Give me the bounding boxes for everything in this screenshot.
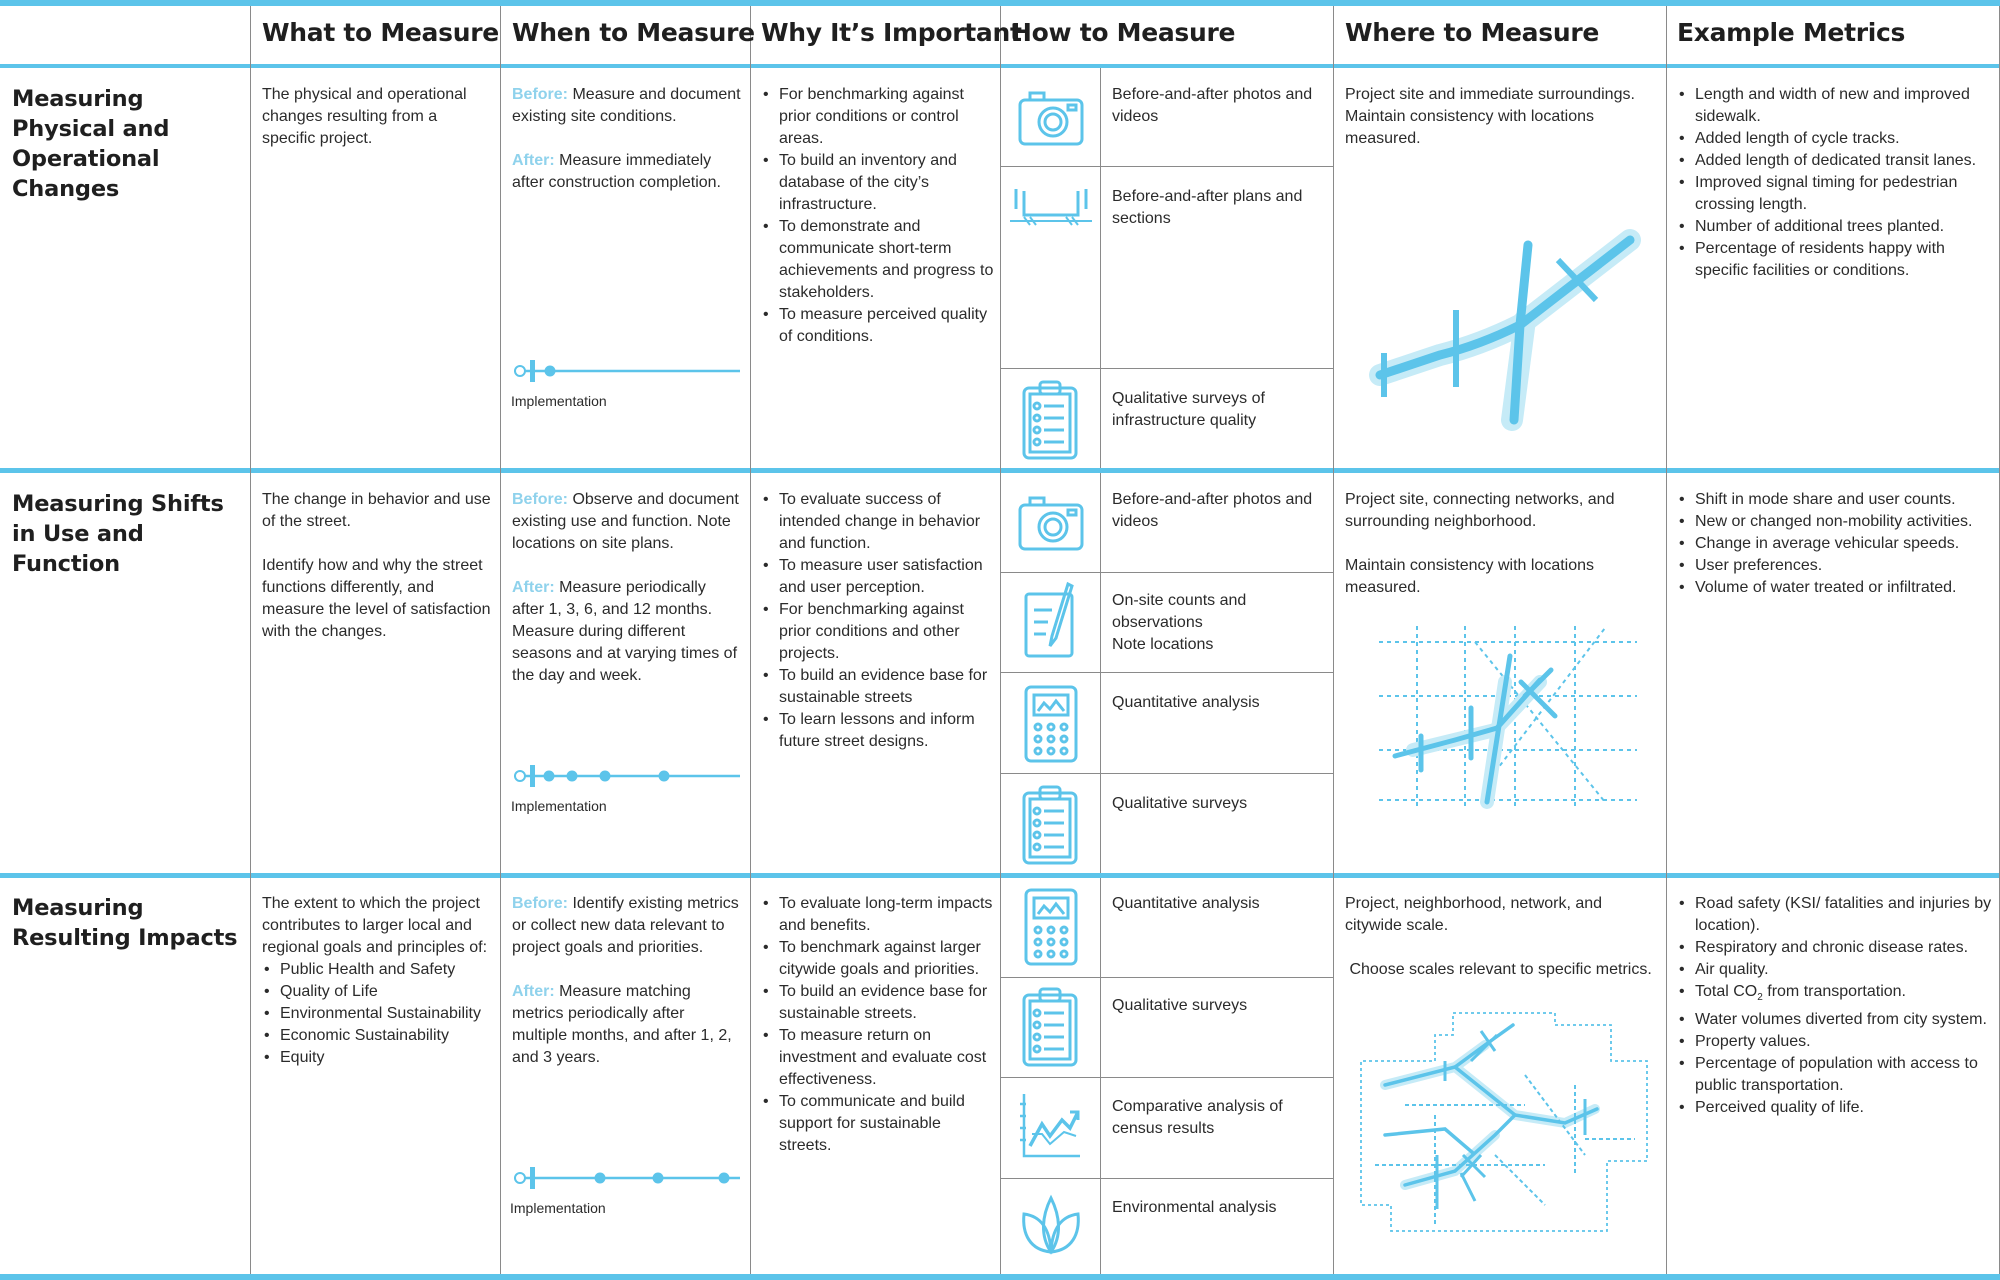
list-item: • Air quality. — [1677, 959, 1995, 981]
col-divider — [750, 6, 751, 1274]
how-row-separator — [1000, 773, 1333, 774]
where-paragraph: Choose scales relevant to specific metrics. — [1345, 961, 1652, 978]
how-row-separator — [1000, 368, 1333, 369]
where-paragraph: Project, neighborhood, network, and citywide scale. — [1345, 895, 1603, 934]
what-text: The physical and operational changes resulting from a specific project. — [262, 86, 467, 147]
how-icon-divider — [1100, 473, 1101, 873]
implementation-timeline — [510, 763, 742, 789]
camera-icon — [1016, 88, 1086, 148]
list-item: • Quality of Life — [262, 981, 494, 1003]
row-title: Measuring Shifts in Use and Function — [12, 491, 224, 577]
what-paragraph: The extent to which the project contributes to larger local and regional goals and principles of: — [262, 895, 488, 956]
after-text: Measure matching metrics periodically after multiple months, and after 1, 2, and 3 years. — [512, 983, 732, 1066]
list-item: • To demonstrate and communicate short-term achievements and progress to stakeholders. — [761, 216, 995, 304]
list-item: • Respiratory and chronic disease rates. — [1677, 937, 1995, 959]
bottom-rule — [0, 1274, 2000, 1280]
list-item: • Length and width of new and improved sidewalk. — [1677, 84, 1995, 128]
street-segment-map — [1360, 225, 1650, 435]
before-text: Observe and document existing use and function. Note locations on site plans. — [512, 491, 739, 552]
co2-subscript: 2 — [1757, 992, 1763, 1004]
camera-icon — [1016, 493, 1086, 553]
after-label: After: — [512, 579, 555, 596]
list-item: • Change in average vehicular speeds. — [1677, 533, 1995, 555]
metrics-list — [1677, 84, 1995, 282]
where-text: Project site and immediate surroundings. Maintain consistency with locations measured. — [1345, 86, 1635, 147]
when-text — [512, 893, 742, 1069]
col-divider — [1333, 6, 1334, 1274]
list-item: • Added length of dedicated transit lanes. — [1677, 150, 1995, 172]
network-grid-map — [1375, 622, 1645, 812]
header-how: How to Measure — [1011, 18, 1236, 47]
where-text — [1345, 489, 1657, 599]
list-item: • Added length of cycle tracks. — [1677, 128, 1995, 150]
how-text: Qualitative surveys of infrastructure quality — [1112, 390, 1265, 429]
co2-prefix: Total CO — [1695, 983, 1758, 1000]
how-row-separator — [1000, 166, 1333, 167]
list-item: • To evaluate success of intended change in behavior and function. — [761, 489, 995, 555]
clipboard-icon — [1020, 987, 1080, 1067]
clipboard-icon — [1020, 380, 1080, 460]
list-item: • Improved signal timing for pedestrian crossing length. — [1677, 172, 1995, 216]
list-item: • Environmental Sustainability — [262, 1003, 494, 1025]
before-text: Identify existing metrics or collect new data relevant to project goals and priorities. — [512, 895, 739, 956]
metrics-list — [1677, 893, 1995, 1119]
list-item: • To build an evidence base for sustainable streets. — [761, 981, 995, 1025]
list-item: • Shift in mode share and user counts. — [1677, 489, 1995, 511]
how-row-separator — [1000, 1178, 1333, 1179]
what-text — [262, 893, 494, 1069]
why-list — [761, 489, 995, 753]
list-item: • To measure user satisfaction and user perception. — [761, 555, 995, 599]
list-item: • Number of additional trees planted. — [1677, 216, 1995, 238]
implementation-label: Implementation — [510, 1200, 606, 1216]
header-what: What to Measure — [262, 18, 499, 47]
list-item: • To measure return on investment and evaluate cost effectiveness. — [761, 1025, 995, 1091]
list-item: • Percentage of population with access to public transportation. — [1677, 1053, 1995, 1097]
implementation-timeline — [510, 1165, 742, 1191]
calculator-icon — [1022, 886, 1080, 968]
list-item: • To communicate and build support for sustainable streets. — [761, 1091, 995, 1157]
list-item: • Water volumes diverted from city system. — [1677, 1009, 1995, 1031]
where-paragraph: Maintain consistency with locations measured. — [1345, 557, 1595, 596]
list-item: • To learn lessons and inform future street designs. — [761, 709, 995, 753]
row-title: Measuring Resulting Impacts — [12, 895, 238, 951]
how-text: Comparative analysis of census results — [1112, 1098, 1283, 1137]
where-paragraph: Project site, connecting networks, and surrounding neighborhood. — [1345, 491, 1615, 530]
list-item: • For benchmarking against prior conditions or control areas. — [761, 84, 995, 150]
why-list — [761, 893, 995, 1157]
what-text — [262, 489, 494, 643]
before-label: Before: — [512, 491, 569, 508]
leaf-icon — [1018, 1192, 1084, 1258]
header-why: Why It’s Important — [761, 18, 1022, 47]
clipboard-icon — [1020, 785, 1080, 865]
list-item: • To build an inventory and database of the city’s infrastructure. — [761, 150, 995, 216]
list-item: • Equity — [262, 1047, 494, 1069]
how-icon-divider — [1100, 68, 1101, 468]
list-item: • Volume of water treated or infiltrated. — [1677, 577, 1995, 599]
when-text — [512, 84, 742, 194]
list-item: • To measure perceived quality of conditions. — [761, 304, 995, 348]
header-metrics: Example Metrics — [1677, 18, 1906, 47]
before-label: Before: — [512, 895, 569, 912]
after-label: After: — [512, 152, 555, 169]
where-text — [1345, 893, 1657, 981]
implementation-label: Implementation — [511, 798, 607, 814]
what-paragraph: Identify how and why the street functions differently, and measure the level of satisfaction with the changes. — [262, 557, 491, 640]
how-text: Before-and-after photos and videos — [1112, 491, 1313, 530]
how-text: Qualitative surveys — [1112, 795, 1248, 812]
col-divider — [1000, 6, 1001, 1274]
after-text: Measure periodically after 1, 3, 6, and 12 months. Measure during different seasons and at varying times of the day and week. — [512, 579, 738, 684]
implementation-label: Implementation — [511, 393, 607, 409]
how-row-separator — [1000, 1077, 1333, 1078]
why-list — [761, 84, 995, 348]
line-chart-icon — [1018, 1090, 1084, 1162]
col-divider — [250, 6, 251, 1274]
list-item: • Property values. — [1677, 1031, 1995, 1053]
how-text: On-site counts and observations Note locations — [1112, 592, 1247, 653]
how-row-separator — [1000, 977, 1333, 978]
how-icon-divider — [1100, 878, 1101, 1274]
implementation-timeline — [510, 358, 742, 384]
how-text: Before-and-after plans and sections — [1112, 188, 1303, 227]
before-label: Before: — [512, 86, 569, 103]
metrics-list — [1677, 489, 1995, 599]
after-label: After: — [512, 983, 555, 1000]
co2-suffix: from transportation. — [1762, 983, 1906, 1000]
list-item: • New or changed non-mobility activities. — [1677, 511, 1995, 533]
notepad-pen-icon — [1022, 580, 1078, 660]
before-text: Measure and document existing site conditions. — [512, 86, 741, 125]
row-title: Measuring Physical and Operational Changes — [12, 86, 170, 202]
how-row-separator — [1000, 572, 1333, 573]
header-where: Where to Measure — [1345, 18, 1600, 47]
calculator-icon — [1022, 683, 1080, 765]
header-when: When to Measure — [512, 18, 755, 47]
list-item: • Public Health and Safety — [262, 959, 494, 981]
how-text: Environmental analysis — [1112, 1199, 1277, 1216]
list-item: • Perceived quality of life. — [1677, 1097, 1995, 1119]
list-item: • Percentage of residents happy with specific facilities or conditions. — [1677, 238, 1995, 282]
list-item: • To evaluate long-term impacts and benefits. — [761, 893, 995, 937]
section-plan-icon — [1010, 185, 1092, 235]
list-item: • Road safety (KSI/ fatalities and injuries by location). — [1677, 893, 1995, 937]
after-text: Measure immediately after construction completion. — [512, 152, 721, 191]
col-divider — [1666, 6, 1667, 1274]
how-text: Before-and-after photos and videos — [1112, 86, 1313, 125]
list-item: • To build an evidence base for sustainable streets — [761, 665, 995, 709]
how-row-separator — [1000, 672, 1333, 673]
how-text: Quantitative analysis — [1112, 694, 1260, 711]
what-paragraph: The change in behavior and use of the street. — [262, 491, 491, 530]
when-text — [512, 489, 742, 687]
list-item: • To benchmark against larger citywide goals and priorities. — [761, 937, 995, 981]
list-item — [1677, 981, 1995, 1009]
list-item: • For benchmarking against prior conditions and other projects. — [761, 599, 995, 665]
list-item: • Economic Sustainability — [262, 1025, 494, 1047]
list-item: • User preferences. — [1677, 555, 1995, 577]
col-divider — [500, 6, 501, 1274]
citywide-network-map — [1345, 1005, 1655, 1235]
how-text: Qualitative surveys — [1112, 997, 1248, 1014]
how-text: Quantitative analysis — [1112, 895, 1260, 912]
